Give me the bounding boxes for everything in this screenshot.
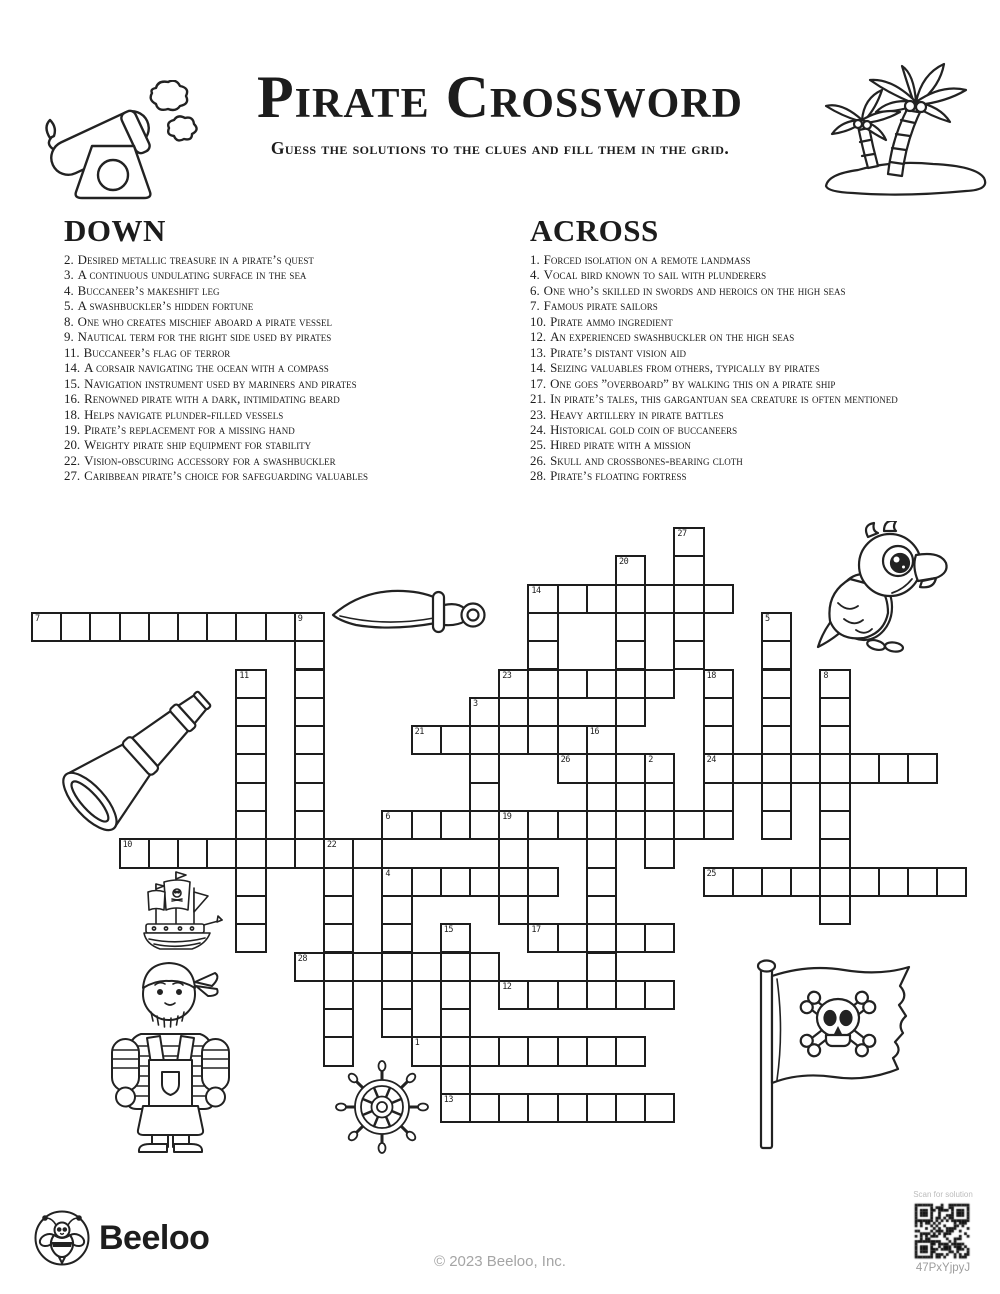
- grid-cell[interactable]: [761, 640, 792, 670]
- grid-cell[interactable]: [586, 810, 617, 840]
- grid-cell[interactable]: [819, 810, 850, 840]
- clue-item: 14. A corsair navigating the ocean with a compass: [64, 361, 329, 376]
- clue-number: 20.: [64, 438, 81, 453]
- clue-number: 17.: [530, 376, 547, 391]
- grid-cell[interactable]: [761, 697, 792, 727]
- grid-cell[interactable]: [235, 697, 266, 727]
- clue-item: 1. Forced isolation on a remote landmass: [530, 253, 751, 267]
- grid-cell-number: 11: [239, 670, 249, 681]
- grid-cell[interactable]: [557, 725, 588, 755]
- grid-cell[interactable]: [323, 952, 354, 982]
- page-subtitle: Guess the solutions to the clues and fill them in the grid.: [270, 138, 730, 158]
- grid-cell[interactable]: [586, 952, 617, 982]
- grid-cell[interactable]: [148, 612, 179, 642]
- grid-cell[interactable]: [440, 1093, 471, 1123]
- grid-cell[interactable]: [557, 584, 588, 614]
- grid-cell[interactable]: [294, 952, 325, 982]
- grid-cell[interactable]: [177, 612, 208, 642]
- grid-cell[interactable]: [469, 697, 500, 727]
- ship-wheel-icon: [332, 1057, 432, 1157]
- clue-item: 14. Seizing valuables from others, typically by pirates: [530, 361, 820, 376]
- brand-wordmark: Beeloo: [99, 1219, 210, 1257]
- clue-number: 9.: [64, 330, 74, 345]
- grid-cell[interactable]: [206, 612, 237, 642]
- grid-cell[interactable]: [265, 612, 296, 642]
- clue-number: 21.: [530, 392, 547, 407]
- clue-number: 7.: [530, 299, 540, 314]
- grid-cell[interactable]: [703, 584, 734, 614]
- grid-cell[interactable]: [381, 867, 412, 897]
- grid-cell[interactable]: [586, 725, 617, 755]
- clue-item: 4. Buccaneer’s makeshift leg: [64, 283, 220, 298]
- grid-cell[interactable]: [294, 640, 325, 670]
- grid-cell[interactable]: [819, 753, 850, 783]
- grid-cell[interactable]: [615, 1036, 646, 1066]
- grid-cell[interactable]: [148, 838, 179, 868]
- grid-cell[interactable]: [294, 612, 325, 642]
- grid-cell[interactable]: [119, 612, 150, 642]
- grid-cell[interactable]: [557, 810, 588, 840]
- grid-cell[interactable]: [644, 923, 675, 953]
- grid-cell[interactable]: [527, 923, 558, 953]
- clue-item: 16. Renowned pirate with a dark, intimidating beard: [64, 392, 340, 407]
- qr-code: [913, 1202, 971, 1260]
- grid-cell[interactable]: [703, 753, 734, 783]
- clue-number: 16.: [64, 392, 81, 407]
- grid-cell[interactable]: [615, 555, 646, 585]
- grid-cell[interactable]: [527, 980, 558, 1010]
- grid-cell[interactable]: [498, 980, 529, 1010]
- grid-cell-number: 5: [765, 613, 770, 624]
- grid-cell[interactable]: [907, 753, 938, 783]
- clue-number: 26.: [530, 453, 547, 468]
- grid-cell[interactable]: [440, 867, 471, 897]
- pirate-character-icon: [103, 956, 238, 1154]
- grid-cell[interactable]: [878, 867, 909, 897]
- clue-item: 11. Buccaneer’s flag of terror: [64, 345, 231, 360]
- clue-number: 24.: [530, 422, 547, 437]
- grid-cell[interactable]: [440, 923, 471, 953]
- grid-cell[interactable]: [469, 753, 500, 783]
- clue-number: 4.: [530, 268, 540, 283]
- clue-item: 5. A swashbuckler’s hidden fortune: [64, 299, 254, 314]
- clue-number: 12.: [530, 330, 547, 345]
- grid-cell[interactable]: [89, 612, 120, 642]
- grid-cell-number: 14: [531, 585, 541, 596]
- clue-number: 23.: [530, 407, 547, 422]
- clue-number: 1.: [530, 253, 540, 267]
- grid-cell[interactable]: [469, 1036, 500, 1066]
- grid-cell[interactable]: [557, 753, 588, 783]
- grid-cell[interactable]: [323, 867, 354, 897]
- grid-cell[interactable]: [615, 810, 646, 840]
- grid-cell[interactable]: [206, 838, 237, 868]
- grid-cell[interactable]: [586, 923, 617, 953]
- grid-cell[interactable]: [761, 753, 792, 783]
- grid-cell[interactable]: [586, 1036, 617, 1066]
- grid-cell[interactable]: [615, 669, 646, 699]
- grid-cell[interactable]: [586, 669, 617, 699]
- grid-cell[interactable]: [586, 867, 617, 897]
- grid-cell[interactable]: [761, 725, 792, 755]
- clue-number: 2.: [64, 253, 74, 267]
- grid-cell[interactable]: [235, 753, 266, 783]
- grid-cell[interactable]: [527, 669, 558, 699]
- grid-cell[interactable]: [761, 669, 792, 699]
- grid-cell[interactable]: [323, 980, 354, 1010]
- telescope-icon: [46, 680, 226, 840]
- grid-cell[interactable]: [235, 867, 266, 897]
- grid-cell[interactable]: [527, 1036, 558, 1066]
- grid-cell[interactable]: [819, 867, 850, 897]
- grid-cell-number: 10: [122, 840, 132, 851]
- grid-cell[interactable]: [673, 612, 704, 642]
- grid-cell[interactable]: [498, 669, 529, 699]
- grid-cell[interactable]: [644, 753, 675, 783]
- pirate-flag-icon: [746, 952, 936, 1152]
- grid-cell[interactable]: [527, 725, 558, 755]
- clue-item: 26. Skull and crossbones-bearing cloth: [530, 453, 743, 468]
- clue-number: 5.: [64, 299, 74, 314]
- clue-number: 3.: [64, 268, 74, 283]
- clue-item: 24. Historical gold coin of buccaneers: [530, 422, 738, 437]
- grid-cell[interactable]: [440, 952, 471, 982]
- grid-cell[interactable]: [498, 895, 529, 925]
- grid-cell[interactable]: [527, 697, 558, 727]
- clue-item: 28. Pirate’s floating fortress: [530, 469, 687, 484]
- grid-cell[interactable]: [936, 867, 967, 897]
- clue-item: 13. Pirate’s distant vision aid: [530, 345, 687, 360]
- grid-cell[interactable]: [527, 584, 558, 614]
- grid-cell[interactable]: [761, 612, 792, 642]
- clue-number: 11.: [64, 345, 80, 360]
- grid-cell[interactable]: [294, 782, 325, 812]
- clue-number: 27.: [64, 469, 81, 484]
- clue-item: 10. Pirate ammo ingredient: [530, 314, 673, 329]
- grid-cell[interactable]: [60, 612, 91, 642]
- grid-cell[interactable]: [586, 1093, 617, 1123]
- grid-cell[interactable]: [294, 810, 325, 840]
- grid-cell-number: 16: [589, 727, 600, 738]
- grid-cell-number: 18: [706, 670, 716, 681]
- clue-item: 12. An experienced swashbuckler on the high seas: [530, 330, 795, 345]
- grid-cell[interactable]: [586, 782, 617, 812]
- grid-cell-number: 4: [385, 868, 391, 879]
- grid-cell[interactable]: [411, 867, 442, 897]
- grid-cell[interactable]: [673, 555, 704, 585]
- grid-cell[interactable]: [381, 980, 412, 1010]
- grid-cell[interactable]: [557, 1036, 588, 1066]
- grid-cell[interactable]: [819, 697, 850, 727]
- grid-cell[interactable]: [31, 612, 62, 642]
- grid-cell[interactable]: [703, 725, 734, 755]
- grid-cell[interactable]: [673, 527, 704, 557]
- grid-cell[interactable]: [411, 810, 442, 840]
- grid-cell[interactable]: [819, 725, 850, 755]
- qr-scan-label: Scan for solution: [913, 1190, 973, 1199]
- grid-cell-number: 13: [443, 1095, 454, 1105]
- grid-cell[interactable]: [586, 584, 617, 614]
- qr-code-id: 47PxYjpyJ: [915, 1262, 971, 1274]
- grid-cell[interactable]: [323, 895, 354, 925]
- clue-item: 7. Famous pirate sailors: [530, 299, 658, 314]
- grid-cell[interactable]: [527, 1093, 558, 1123]
- grid-cell[interactable]: [557, 980, 588, 1010]
- pirate-ship-icon: [136, 866, 224, 954]
- clue-item: 8. One who creates mischief aboard a pirate vessel: [64, 314, 333, 329]
- grid-cell[interactable]: [235, 838, 266, 868]
- grid-cell[interactable]: [615, 923, 646, 953]
- grid-cell[interactable]: [644, 810, 675, 840]
- grid-cell[interactable]: [615, 584, 646, 614]
- clue-item: 15. Navigation instrument used by mariners and pirates: [64, 376, 357, 391]
- grid-cell-number: 20: [619, 557, 629, 568]
- grid-cell[interactable]: [615, 697, 646, 727]
- grid-cell[interactable]: [907, 867, 938, 897]
- grid-cell[interactable]: [381, 1008, 412, 1038]
- grid-cell[interactable]: [644, 669, 675, 699]
- grid-cell-number: 21: [414, 727, 424, 738]
- grid-cell[interactable]: [411, 952, 442, 982]
- grid-cell[interactable]: [498, 1093, 529, 1123]
- grid-cell-number: 2: [648, 755, 653, 766]
- grid-cell[interactable]: [586, 895, 617, 925]
- grid-cell[interactable]: [381, 810, 412, 840]
- clue-item: 18. Helps navigate plunder-filled vessels: [64, 407, 284, 422]
- grid-cell-number: 26: [560, 755, 570, 766]
- clue-number: 6.: [530, 283, 540, 298]
- grid-cell[interactable]: [294, 838, 325, 868]
- clue-item: 23. Heavy artillery in pirate battles: [530, 407, 724, 422]
- grid-cell[interactable]: [119, 838, 150, 868]
- clue-item: 6. One who’s skilled in swords and heroics on the high seas: [530, 283, 846, 298]
- grid-cell[interactable]: [819, 782, 850, 812]
- grid-cell[interactable]: [498, 725, 529, 755]
- grid-cell[interactable]: [761, 782, 792, 812]
- grid-cell[interactable]: [703, 810, 734, 840]
- grid-cell[interactable]: [703, 697, 734, 727]
- grid-cell[interactable]: [819, 838, 850, 868]
- grid-cell[interactable]: [615, 1093, 646, 1123]
- grid-cell[interactable]: [352, 838, 383, 868]
- grid-cell[interactable]: [411, 725, 442, 755]
- grid-cell[interactable]: [498, 1036, 529, 1066]
- grid-cell[interactable]: [557, 669, 588, 699]
- grid-cell-number: 19: [502, 812, 512, 822]
- grid-cell[interactable]: [469, 725, 500, 755]
- clue-number: 13.: [530, 345, 547, 360]
- clue-number: 22.: [64, 453, 81, 468]
- grid-cell-number: 6: [385, 812, 391, 822]
- clue-item: 22. Vision-obscuring accessory for a swashbuckler: [64, 453, 336, 468]
- grid-cell[interactable]: [294, 725, 325, 755]
- page-title: Pirate Crossword: [257, 64, 743, 130]
- grid-cell[interactable]: [323, 838, 354, 868]
- grid-cell[interactable]: [644, 838, 675, 868]
- grid-cell[interactable]: [673, 640, 704, 670]
- grid-cell[interactable]: [381, 895, 412, 925]
- grid-cell[interactable]: [235, 725, 266, 755]
- grid-cell[interactable]: [819, 669, 850, 699]
- grid-cell[interactable]: [586, 753, 617, 783]
- clue-number: 8.: [64, 314, 74, 329]
- grid-cell[interactable]: [527, 810, 558, 840]
- grid-cell[interactable]: [761, 810, 792, 840]
- grid-cell[interactable]: [323, 923, 354, 953]
- grid-cell[interactable]: [557, 923, 588, 953]
- grid-cell[interactable]: [761, 867, 792, 897]
- grid-cell[interactable]: [557, 1093, 588, 1123]
- clue-item: 25. Hired pirate with a mission: [530, 438, 691, 453]
- copyright-text: © 2023 Beeloo, Inc.: [434, 1253, 566, 1270]
- grid-cell-number: 9: [297, 613, 303, 624]
- grid-cell[interactable]: [615, 980, 646, 1010]
- clue-item: 21. In pirate’s tales, this gargantuan sea creature is often mentioned: [530, 392, 898, 407]
- grid-cell-number: 7: [35, 613, 40, 624]
- clue-number: 28.: [530, 469, 547, 484]
- grid-cell[interactable]: [235, 895, 266, 925]
- grid-cell[interactable]: [440, 810, 471, 840]
- clue-item: 3. A continuous undulating surface in the sea: [64, 268, 307, 283]
- grid-cell[interactable]: [849, 867, 880, 897]
- grid-cell[interactable]: [615, 612, 646, 642]
- grid-cell[interactable]: [498, 867, 529, 897]
- grid-cell[interactable]: [323, 1008, 354, 1038]
- grid-cell-number: 27: [677, 529, 687, 539]
- grid-cell[interactable]: [440, 980, 471, 1010]
- grid-cell-number: 22: [327, 840, 337, 851]
- grid-cell[interactable]: [235, 782, 266, 812]
- grid-cell-number: 3: [473, 698, 478, 709]
- grid-cell[interactable]: [440, 1065, 471, 1095]
- grid-cell[interactable]: [586, 980, 617, 1010]
- clue-number: 19.: [64, 422, 81, 437]
- clue-item: 9. Nautical term for the right side used by pirates: [64, 330, 332, 345]
- down-heading: DOWN: [64, 213, 166, 248]
- clue-item: 2. Desired metallic treasure in a pirate’s quest: [64, 253, 314, 267]
- grid-cell-number: 15: [443, 925, 454, 936]
- grid-cell[interactable]: [703, 867, 734, 897]
- grid-cell[interactable]: [527, 867, 558, 897]
- parrot-icon: [810, 521, 960, 659]
- grid-cell[interactable]: [878, 753, 909, 783]
- clue-item: 20. Weighty pirate ship equipment for stability: [64, 438, 312, 453]
- grid-cell[interactable]: [586, 838, 617, 868]
- grid-cell[interactable]: [703, 782, 734, 812]
- grid-cell[interactable]: [235, 810, 266, 840]
- clue-item: 19. Pirate’s replacement for a missing hand: [64, 422, 295, 437]
- grid-cell[interactable]: [644, 980, 675, 1010]
- grid-cell[interactable]: [790, 753, 821, 783]
- grid-cell[interactable]: [615, 640, 646, 670]
- grid-cell[interactable]: [235, 923, 266, 953]
- grid-cell[interactable]: [469, 782, 500, 812]
- clue-number: 18.: [64, 407, 81, 422]
- clue-number: 14.: [64, 361, 81, 376]
- clue-number: 4.: [64, 283, 74, 298]
- grid-cell[interactable]: [498, 838, 529, 868]
- grid-cell[interactable]: [265, 838, 296, 868]
- across-heading: ACROSS: [530, 213, 659, 248]
- grid-cell[interactable]: [732, 753, 763, 783]
- grid-cell[interactable]: [703, 669, 734, 699]
- grid-cell[interactable]: [790, 867, 821, 897]
- grid-cell[interactable]: [381, 952, 412, 982]
- grid-cell[interactable]: [440, 725, 471, 755]
- grid-cell[interactable]: [469, 1093, 500, 1123]
- clue-number: 14.: [530, 361, 547, 376]
- grid-cell-number: 25: [706, 868, 716, 879]
- clue-item: 17. One goes ”overboard” by walking this on a pirate ship: [530, 376, 836, 391]
- grid-cell[interactable]: [673, 584, 704, 614]
- grid-cell[interactable]: [294, 669, 325, 699]
- grid-cell[interactable]: [469, 952, 500, 982]
- clue-item: 27. Caribbean pirate’s choice for safeguarding valuables: [64, 469, 368, 484]
- grid-cell-number: 12: [502, 981, 512, 992]
- grid-cell[interactable]: [440, 1036, 471, 1066]
- grid-cell-number: 17: [531, 925, 541, 936]
- grid-cell[interactable]: [294, 697, 325, 727]
- grid-cell[interactable]: [381, 923, 412, 953]
- grid-cell[interactable]: [294, 753, 325, 783]
- grid-cell[interactable]: [527, 612, 558, 642]
- grid-cell[interactable]: [440, 1008, 471, 1038]
- grid-cell[interactable]: [644, 782, 675, 812]
- clue-number: 10.: [530, 314, 547, 329]
- grid-cell[interactable]: [235, 669, 266, 699]
- grid-cell[interactable]: [615, 753, 646, 783]
- grid-cell[interactable]: [527, 640, 558, 670]
- grid-cell-number: 24: [706, 755, 716, 766]
- clue-number: 15.: [64, 376, 81, 391]
- grid-cell[interactable]: [498, 810, 529, 840]
- grid-cell[interactable]: [644, 1093, 675, 1123]
- grid-cell[interactable]: [644, 584, 675, 614]
- sword-icon: [330, 585, 492, 651]
- grid-cell[interactable]: [673, 810, 704, 840]
- grid-cell[interactable]: [849, 753, 880, 783]
- grid-cell[interactable]: [235, 612, 266, 642]
- clue-item: 4. Vocal bird known to sail with plunderers: [530, 268, 767, 283]
- grid-cell-number: 28: [297, 953, 308, 964]
- clue-number: 25.: [530, 438, 547, 453]
- grid-cell[interactable]: [469, 867, 500, 897]
- grid-cell[interactable]: [469, 810, 500, 840]
- grid-cell-number: 23: [502, 670, 512, 681]
- grid-cell[interactable]: [352, 952, 383, 982]
- grid-cell-number: 8: [823, 670, 829, 681]
- grid-cell-number: 1: [414, 1038, 420, 1049]
- grid-cell[interactable]: [819, 895, 850, 925]
- grid-cell[interactable]: [177, 838, 208, 868]
- grid-cell[interactable]: [732, 867, 763, 897]
